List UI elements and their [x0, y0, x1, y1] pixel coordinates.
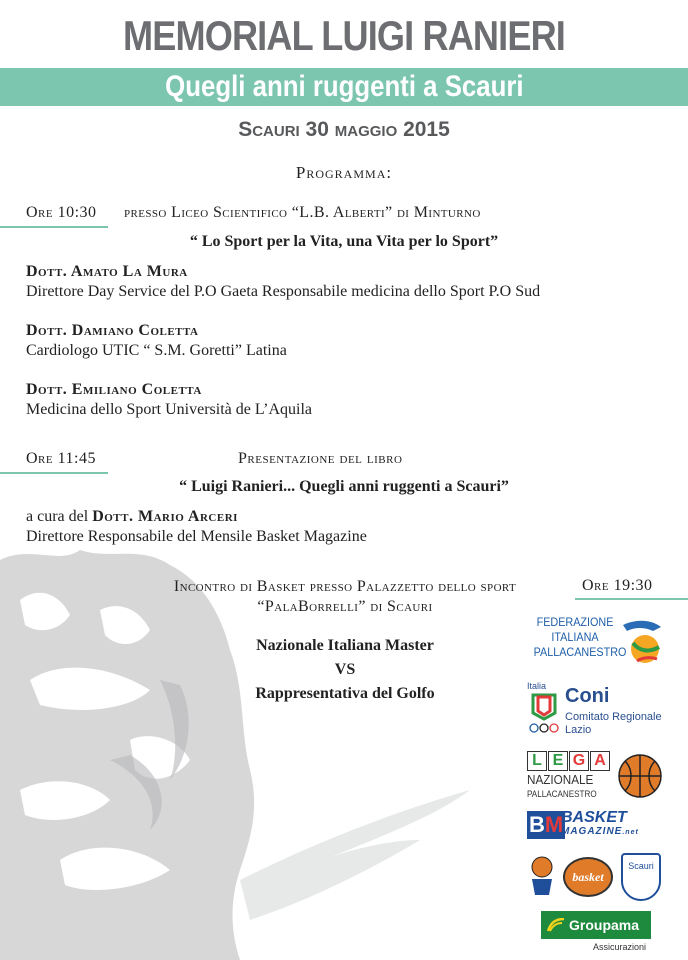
session3-time: Ore 19:30 — [582, 577, 653, 594]
session2-underline — [0, 472, 108, 474]
match-venue-line1: Incontro di Basket presso Palazzetto dello sport — [173, 578, 517, 595]
programma-heading: Programma: — [295, 163, 393, 182]
curator-name: Dott. Mario Arceri — [92, 508, 238, 525]
speaker-3-name: Dott. Emiliano Coletta — [26, 381, 202, 398]
groupama-emblem-icon — [547, 918, 565, 932]
session3-underline — [575, 598, 688, 600]
speaker-3 — [26, 380, 312, 420]
book-title: “ Luigi Ranieri... Quegli anni ruggenti a Scauri” — [179, 478, 509, 495]
fip-logo: FEDERAZIONE ITALIANA PALLACANESTRO — [525, 613, 665, 675]
speaker-1-name: Dott. Amato La Mura — [26, 263, 188, 280]
speaker-2 — [26, 321, 287, 361]
event-subtitle: Quegli anni ruggenti a Scauri — [164, 70, 524, 103]
team-2: Rappresentativa del Golfo — [255, 685, 435, 702]
session1-underline — [0, 226, 108, 228]
curator-prefix: a cura del — [26, 508, 93, 525]
session1-theme: “ Lo Sport per la Vita, una Vita per lo Sport” — [189, 233, 499, 250]
scauri-club-logo: Scauri — [621, 853, 661, 901]
session1-location: presso Liceo Scientifico “L.B. Alberti” di Minturno — [124, 204, 481, 221]
event-date: Scauri 30 maggio 2015 — [238, 118, 450, 141]
fip-emblem-icon — [621, 617, 665, 667]
match-teams — [200, 634, 490, 706]
match-venue — [120, 577, 570, 617]
speaker-1-role: Direttore Day Service del P.O Gaeta Responsabile medicina dello Sport P.O Sud — [26, 283, 541, 300]
club-mascot-icon — [527, 855, 557, 899]
sponsor-logos — [525, 605, 665, 959]
curator-block — [26, 507, 367, 547]
basket-club-logo: basket — [563, 857, 613, 897]
speaker-1 — [26, 262, 540, 302]
coni-shield-icon — [527, 693, 561, 735]
speaker-2-name: Dott. Damiano Coletta — [26, 322, 199, 339]
lega-logo: L E G A NAZIONALE PALLACANESTRO — [525, 749, 665, 807]
session2-time: Ore 11:45 — [26, 450, 96, 467]
local-club-logos — [525, 851, 665, 907]
versus: VS — [334, 661, 356, 678]
groupama-logo: Groupama Assicurazioni — [525, 911, 665, 959]
coni-logo: Italia Coni Comitato Regionale Lazio — [527, 681, 662, 736]
basket-magazine-logo: BM BASKET MAGAZINE.net — [529, 809, 639, 837]
speaker-2-role: Cardiologo UTIC “ S.M. Goretti” Latina — [26, 342, 287, 359]
session2-label: Presentazione del libro — [238, 450, 403, 467]
speaker-3-role: Medicina dello Sport Università de L’Aquila — [26, 401, 313, 418]
event-title: MEMORIAL LUIGI RANIERI — [123, 12, 565, 59]
curator-role: Direttore Responsabile del Mensile Basket Magazine — [26, 528, 367, 545]
match-venue-line2: “PalaBorrelli” di Scauri — [257, 598, 433, 615]
basketball-icon — [617, 753, 663, 799]
session1-time: Ore 10:30 — [26, 204, 97, 221]
subtitle-banner — [0, 68, 688, 106]
team-1: Nazionale Italiana Master — [256, 637, 434, 654]
